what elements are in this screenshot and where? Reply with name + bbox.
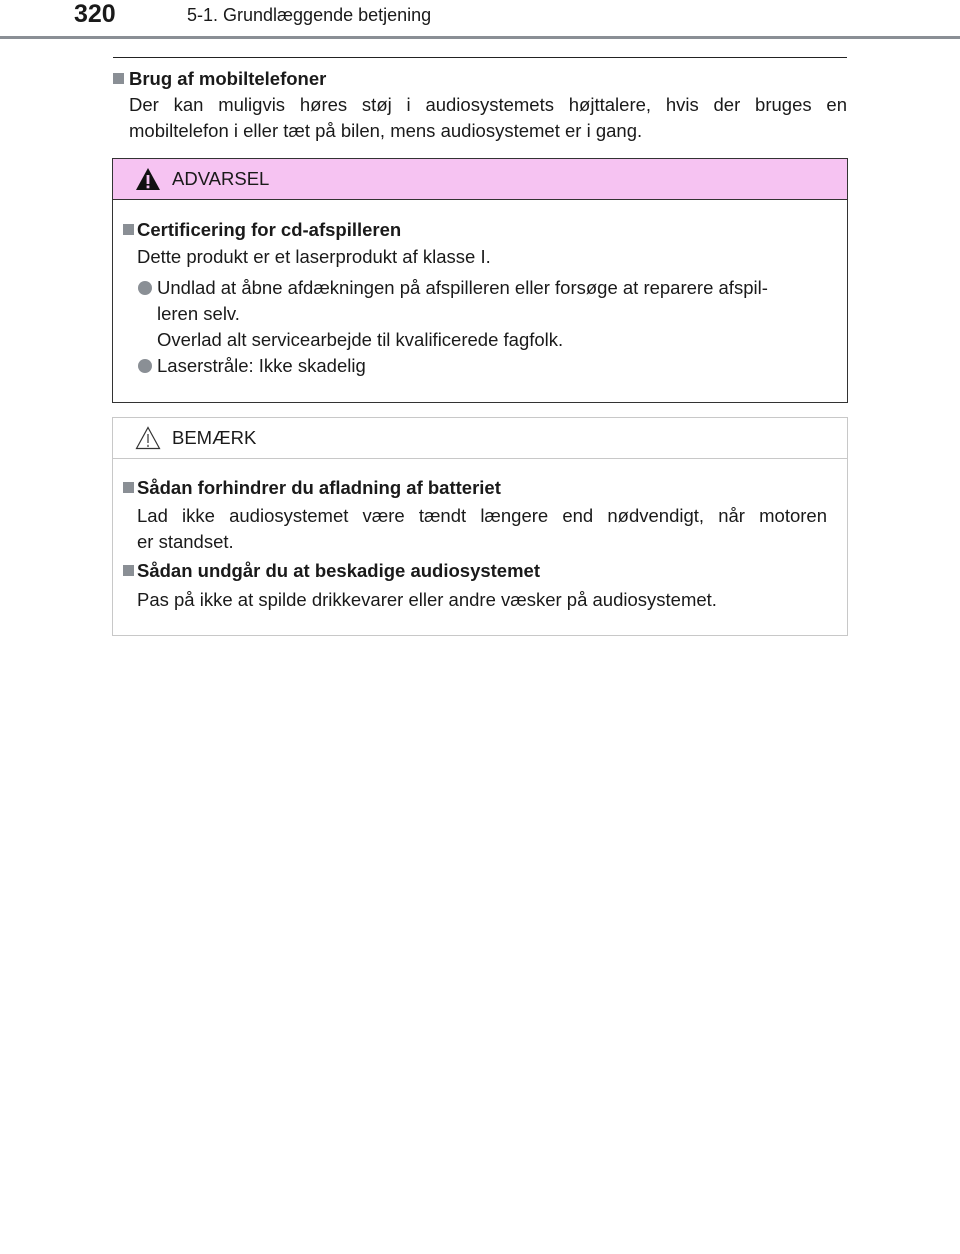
caution-triangle-icon (135, 426, 161, 450)
page-header (0, 0, 960, 40)
note-heading-2: Sådan undgår du at beskadige audiosystemet (123, 558, 540, 584)
note-header (113, 418, 847, 459)
warning-heading: Certificering for cd-afspilleren (123, 217, 401, 243)
warning-title: ADVARSEL (172, 168, 270, 189)
intro-line-2: mobiltelefon i eller tæt på bilen, mens audiosystemet er i gang. (129, 120, 643, 141)
warning-bullet-2: Laserstråle: Ikke skadelig (137, 353, 847, 379)
intro-heading: Brug af mobiltelefoner (113, 66, 847, 92)
section-title: 5-1. Grundlæggende betjening (187, 5, 432, 25)
warning-header (113, 159, 847, 200)
warning-text: Dette produkt er et laserprodukt af klasse I. (137, 246, 491, 267)
note-title: BEMÆRK (172, 427, 257, 448)
note-text-2: Pas på ikke at spilde drikkevarer eller andre væsker på audiosystemet. (137, 589, 717, 610)
warning-box (112, 158, 848, 403)
square-bullet-icon (123, 565, 134, 576)
square-bullet-icon (123, 482, 134, 493)
square-bullet-icon (113, 73, 124, 84)
page-number: 320 (74, 0, 116, 28)
note-text-1: Lad ikke audiosystemet være tændt længere end nødvendigt, når motoren er standset. (137, 505, 827, 552)
note-heading-1: Sådan forhindrer du afladning af batteriet (123, 475, 501, 501)
square-bullet-icon (123, 224, 134, 235)
content-divider (113, 57, 847, 58)
intro-section (113, 66, 847, 144)
intro-line-1: Der kan muligvis høres støj i audiosystemets højttalere, hvis der bruges en (129, 94, 847, 115)
round-bullet-icon (138, 359, 152, 373)
warning-bullet-1: Undlad at åbne afdækningen på afspilleren eller forsøge at reparere afspil- leren selv. Overlad alt servicearbejde til kvalificerede fagfolk. (137, 275, 847, 353)
round-bullet-icon (138, 281, 152, 295)
warning-triangle-icon (135, 167, 161, 191)
note-box (112, 417, 848, 636)
header-divider (0, 36, 960, 39)
